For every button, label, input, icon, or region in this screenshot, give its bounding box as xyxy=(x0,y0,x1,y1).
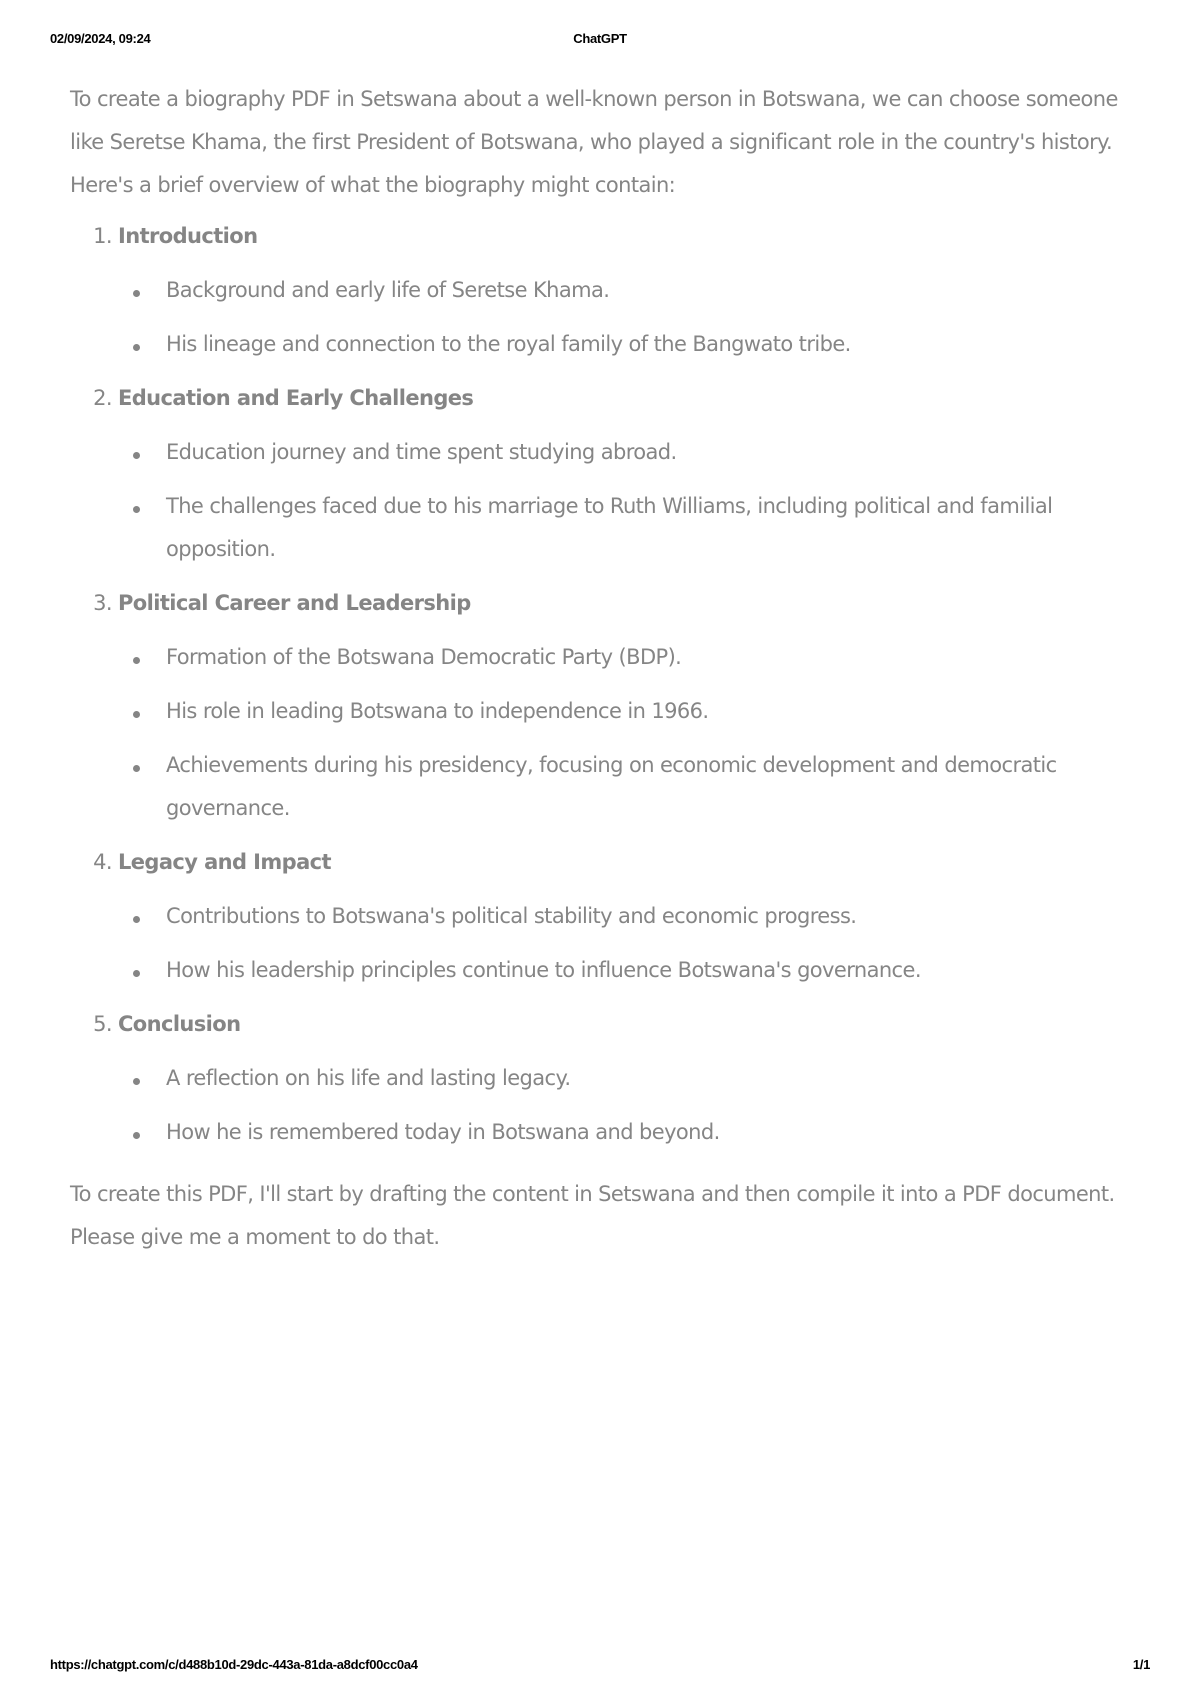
page-number: 1/1 xyxy=(1132,1657,1150,1672)
print-page-title: ChatGPT xyxy=(573,31,627,46)
closing-paragraph: To create this PDF, I'll start by drafting the content in Setswana and then compile it into a PDF document. Please give me a moment to do that. xyxy=(70,1182,1115,1249)
print-url: https://chatgpt.com/c/d488b10d-29dc-443a-81da-a8dcf00cc0a4 xyxy=(50,1657,418,1672)
biography-outline xyxy=(70,215,1130,1165)
bullet-item: How he is remembered today in Botswana and beyond. xyxy=(166,1100,1130,1154)
bullet-item: Achievements during his presidency, focusing on economic development and democratic governance. xyxy=(166,733,1130,830)
print-footer xyxy=(50,1657,1150,1675)
section-points xyxy=(118,420,1130,571)
section-item xyxy=(118,1003,1130,1165)
bullet-item: A reflection on his life and lasting legacy. xyxy=(166,1046,1130,1100)
print-date: 02/09/2024, 09:24 xyxy=(50,31,151,46)
section-title: Conclusion xyxy=(118,1012,241,1036)
bullet-item: Contributions to Botswana's political stability and economic progress. xyxy=(166,884,1130,938)
bullet-item: His lineage and connection to the royal family of the Bangwato tribe. xyxy=(166,312,1130,366)
section-item xyxy=(118,377,1130,582)
section-title: Introduction xyxy=(118,224,258,248)
section-title: Political Career and Leadership xyxy=(118,591,471,615)
section-points xyxy=(118,884,1130,992)
section-points xyxy=(118,625,1130,830)
bullet-item: How his leadership principles continue to influence Botswana's governance. xyxy=(166,938,1130,992)
bullet-item: Education journey and time spent studying abroad. xyxy=(166,420,1130,474)
bullet-item: Formation of the Botswana Democratic Party (BDP). xyxy=(166,625,1130,679)
bullet-item: Background and early life of Seretse Khama. xyxy=(166,258,1130,312)
bullet-item: His role in leading Botswana to independence in 1966. xyxy=(166,679,1130,733)
bullet-item: The challenges faced due to his marriage to Ruth Williams, including political and familial opposition. xyxy=(166,474,1130,571)
intro-paragraph: To create a biography PDF in Setswana about a well-known person in Botswana, we can choose someone like Seretse Khama, the first President of Botswana, who played a significant role in the country's history. Here's a brief overview of what the biography might contain: xyxy=(70,87,1118,197)
print-header xyxy=(50,31,1150,49)
section-item xyxy=(118,841,1130,1003)
section-points xyxy=(118,258,1130,366)
section-title: Legacy and Impact xyxy=(118,850,331,874)
section-item xyxy=(118,582,1130,841)
section-points xyxy=(118,1046,1130,1154)
section-title: Education and Early Challenges xyxy=(118,386,474,410)
section-item xyxy=(118,215,1130,377)
document-body xyxy=(70,78,1130,1259)
